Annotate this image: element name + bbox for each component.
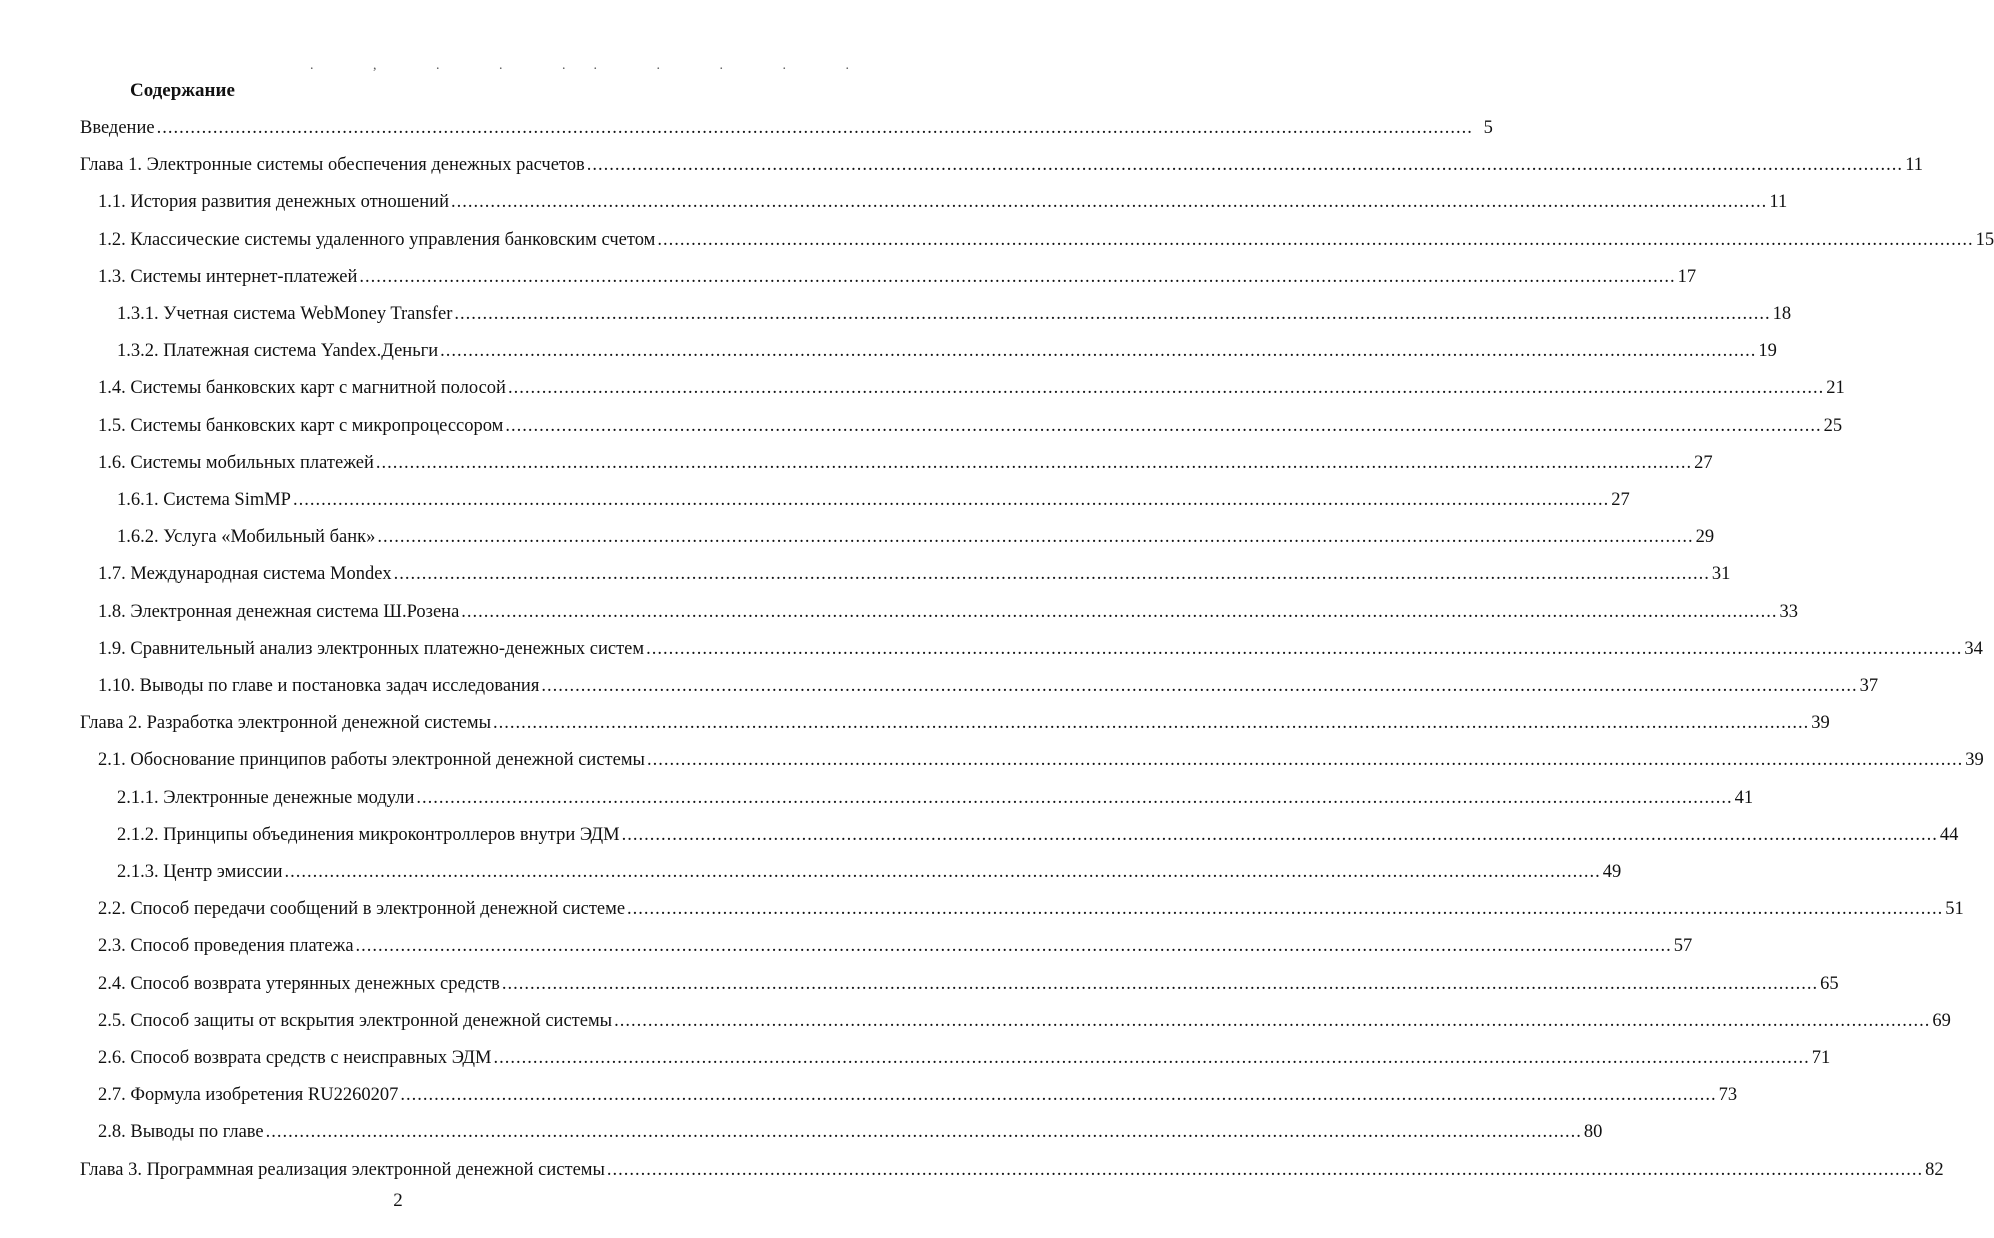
toc-entry-title: 2.6. Способ возврата средств с неисправных ЭДМ — [98, 1048, 492, 1068]
toc-entry[interactable] — [117, 786, 1754, 810]
toc-heading: Содержание — [130, 80, 235, 101]
toc-entry-page: 34 — [1964, 638, 1983, 659]
toc-entry-title: 1.8. Электронная денежная система Ш.Розена — [98, 601, 460, 622]
toc-entry-title: 1.1. История развития денежных отношений — [98, 192, 449, 213]
toc-entry-page: 15 — [1975, 229, 1994, 250]
toc-entry-title: 2.5. Способ защиты от вскрытия электронной денежной системы — [98, 1010, 613, 1031]
toc-entry-page: 65 — [1820, 973, 1839, 994]
toc-entry-page: 29 — [1695, 527, 1715, 548]
toc-entry-page: 31 — [1711, 564, 1731, 585]
toc-entry-page: 39 — [1965, 750, 1984, 771]
toc-entry-title: Глава 3. Программная реализация электронной денежной системы — [80, 1159, 605, 1180]
toc-entry-page: 71 — [1811, 1048, 1831, 1068]
toc-entry[interactable] — [98, 972, 1839, 996]
toc-entry-page: 17 — [1677, 266, 1697, 287]
toc-entry-title: 1.6.2. Услуга «Мобильный банк» — [117, 527, 376, 548]
dot-leader — [451, 190, 1767, 214]
dot-leader — [266, 1120, 1582, 1144]
toc-entry-title: 1.3.1. Учетная система WebMoney Transfer — [117, 304, 453, 324]
toc-entry[interactable] — [80, 1158, 1944, 1182]
toc-entry[interactable] — [98, 451, 1713, 475]
toc-entry[interactable] — [117, 339, 1777, 363]
toc-entry-title: 2.7. Формула изобретения RU2260207 — [98, 1085, 399, 1106]
dot-leader — [627, 897, 1943, 921]
toc-entry-page: 44 — [1939, 824, 1959, 845]
toc-entry[interactable] — [98, 190, 1788, 214]
toc-entry-page: 39 — [1811, 713, 1830, 734]
toc-entry-page: 37 — [1859, 676, 1879, 696]
toc-entry-page: 11 — [1905, 155, 1924, 176]
toc-entry-page: 82 — [1925, 1159, 1944, 1180]
dot-leader — [607, 1158, 1923, 1182]
toc-entry[interactable] — [98, 1083, 1738, 1107]
toc-entry[interactable] — [98, 934, 1693, 958]
dot-leader — [293, 488, 1609, 512]
toc-entry-page: 69 — [1932, 1010, 1951, 1031]
toc-entry-page: 57 — [1673, 936, 1693, 957]
toc-entry-page: 21 — [1826, 378, 1845, 399]
toc-entry-title: 2.1.1. Электронные денежные модули — [117, 787, 415, 808]
dot-leader — [614, 1009, 1930, 1033]
dot-leader — [622, 823, 1938, 847]
toc-entry-title: 1.6. Системы мобильных платежей — [98, 452, 374, 473]
toc-entry-title: 2.1.2. Принципы объединения микроконтроллеров внутри ЭДМ — [117, 824, 620, 845]
toc-entry[interactable] — [117, 525, 1715, 549]
toc-entry[interactable] — [98, 376, 1845, 400]
toc-entry-page: 33 — [1779, 601, 1799, 622]
dot-leader — [285, 860, 1601, 884]
dot-leader — [493, 711, 1809, 735]
toc-entry[interactable] — [98, 265, 1697, 289]
toc-entry-title: 1.3.2. Платежная система Yandex.Деньги — [117, 341, 439, 362]
toc-entry[interactable] — [98, 748, 1984, 772]
dot-leader — [377, 525, 1693, 549]
toc-entry[interactable] — [117, 488, 1630, 512]
dot-leader — [454, 302, 1770, 326]
dot-leader — [646, 637, 1962, 661]
dot-leader — [157, 116, 1473, 140]
toc-entry[interactable] — [98, 562, 1731, 586]
toc-entry-title: 2.3. Способ проведения платежа — [98, 936, 354, 957]
toc-entry[interactable] — [98, 637, 1983, 661]
page-number: 2 — [393, 1190, 403, 1211]
toc-entry-title: 2.8. Выводы по главе — [98, 1122, 264, 1143]
toc-entry[interactable] — [80, 153, 1924, 177]
toc-entry-page: 51 — [1945, 899, 1964, 920]
toc-entry-page: 5 — [1483, 118, 1493, 138]
toc-entry-title: 1.5. Системы банковских карт с микропроцессором — [98, 415, 504, 436]
toc-entry-page: 11 — [1769, 192, 1788, 213]
toc-entry-title: 1.7. Международная система Mondex — [98, 564, 392, 585]
toc-entry-page: 27 — [1694, 452, 1713, 473]
dot-leader — [416, 786, 1732, 810]
toc-entry-page: 41 — [1734, 787, 1754, 808]
toc-entry-title: Введение — [80, 118, 155, 138]
toc-entry-title: 2.1. Обоснование принципов работы электронной денежной системы — [98, 750, 645, 771]
toc-entry-page: 49 — [1602, 862, 1622, 882]
toc-entry-page: 18 — [1772, 304, 1792, 324]
toc-entry[interactable] — [80, 116, 1493, 140]
dot-leader — [541, 674, 1857, 698]
dot-leader — [400, 1083, 1716, 1107]
dot-leader — [461, 600, 1777, 624]
dot-leader — [505, 414, 1821, 438]
toc-entry-title: 2.2. Способ передачи сообщений в электронной денежной системе — [98, 899, 626, 920]
toc-entry[interactable] — [98, 897, 1964, 921]
toc-entry-page: 19 — [1758, 341, 1777, 362]
dot-leader — [376, 451, 1692, 475]
scan-artifact-marks: . , . . .. . . . . — [310, 58, 877, 73]
toc-entry-title: 1.4. Системы банковских карт с магнитной полосой — [98, 378, 506, 399]
toc-entry-title: 1.10. Выводы по главе и постановка задач исследования — [98, 676, 540, 696]
toc-entry[interactable] — [98, 674, 1879, 698]
dot-leader — [394, 562, 1710, 586]
toc-entry-title: 1.3. Системы интернет-платежей — [98, 266, 358, 287]
toc-entry[interactable] — [98, 600, 1799, 624]
toc-entry[interactable] — [98, 1009, 1951, 1033]
dot-leader — [508, 376, 1824, 400]
toc-entry[interactable] — [98, 228, 1994, 252]
dot-leader — [356, 934, 1672, 958]
toc-entry[interactable] — [117, 823, 1959, 847]
toc-entry-title: 1.2. Классические системы удаленного управления банковским счетом — [98, 229, 656, 250]
toc-entry-page: 27 — [1611, 490, 1630, 510]
toc-entry-page: 25 — [1823, 415, 1843, 436]
toc-entry[interactable] — [117, 302, 1792, 326]
toc-entry-title: 1.9. Сравнительный анализ электронных платежно-денежных систем — [98, 638, 645, 659]
toc-entry-page: 80 — [1583, 1122, 1603, 1143]
toc-entry[interactable] — [98, 1046, 1831, 1070]
toc-entry-title: 1.6.1. Система SimMP — [117, 490, 291, 510]
dot-leader — [647, 748, 1963, 772]
dot-leader — [493, 1046, 1809, 1070]
dot-leader — [440, 339, 1756, 363]
toc-entry-title: Глава 1. Электронные системы обеспечения денежных расчетов — [80, 155, 585, 176]
toc-entry-title: 2.4. Способ возврата утерянных денежных средств — [98, 973, 500, 994]
dot-leader — [359, 265, 1675, 289]
toc-entry[interactable] — [117, 860, 1622, 884]
toc-entry-page: 73 — [1718, 1085, 1738, 1106]
toc-entry[interactable] — [98, 1120, 1603, 1144]
toc-entry-title: 2.1.3. Центр эмиссии — [117, 862, 283, 882]
dot-leader — [657, 228, 1973, 252]
toc-entry-title: Глава 2. Разработка электронной денежной системы — [80, 713, 492, 734]
toc-entry[interactable] — [98, 414, 1843, 438]
toc-entry[interactable] — [80, 711, 1830, 735]
dot-leader — [587, 153, 1903, 177]
dot-leader — [502, 972, 1818, 996]
